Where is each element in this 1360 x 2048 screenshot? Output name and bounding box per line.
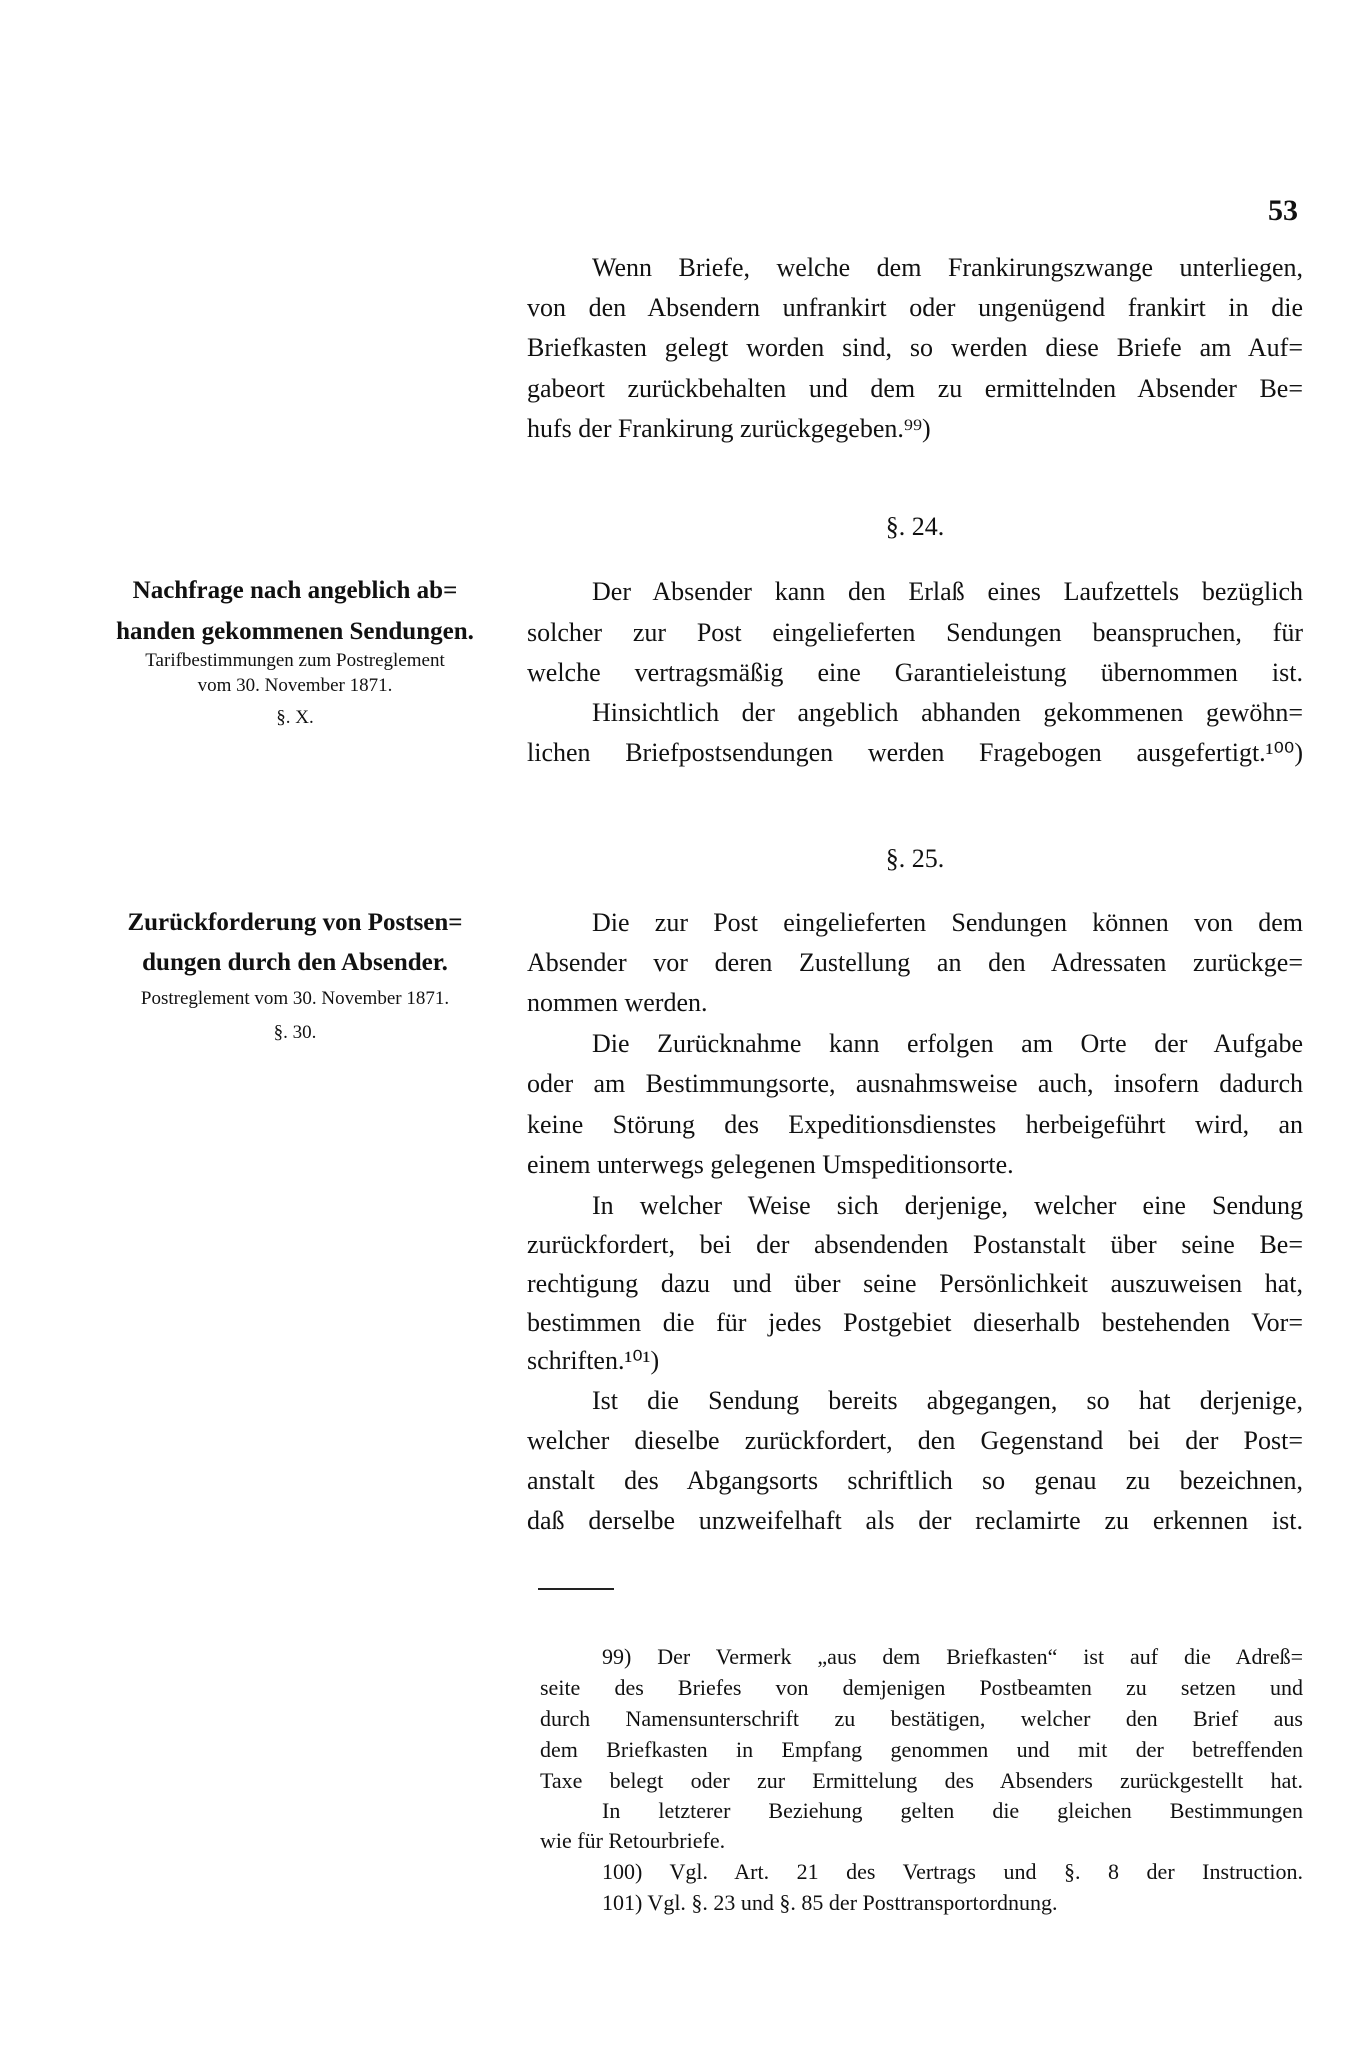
text-line: In welcher Weise sich derjenige, welcher eine Sendung [592,1191,1303,1220]
margin-source: Tarifbestimmungen zum Postreglement [145,650,445,671]
text-line: einem unterwegs gelegenen Umspeditionsorte. [527,1150,1014,1179]
footnote-line: durch Namensunterschrift zu bestätigen, welcher den Brief aus [540,1706,1303,1731]
footnote-line: seite des Briefes von demjenigen Postbeamten zu setzen und [540,1675,1303,1700]
text-line: Hinsichtlich der angeblich abhanden gekommenen gewöhn= [592,698,1303,727]
footnote-line: 100) Vgl. Art. 21 des Vertrags und §. 8 der Instruction. [602,1859,1303,1884]
text-line: gabeort zurückbehalten und dem zu ermittelnden Absender Be= [527,374,1303,403]
text-line: bestimmen die für jedes Postgebiet dieserhalb bestehenden Vor= [527,1308,1303,1337]
margin-source: Postreglement vom 30. November 1871. [140,988,450,1009]
text-line: lichen Briefpostsendungen werden Fragebogen ausgefertigt.¹⁰⁰) [527,738,1303,767]
margin-title: handen gekommenen Sendungen. [116,618,474,645]
margin-ref: §. X. [276,707,314,728]
footnote-line: In letzterer Beziehung gelten die gleichen Bestimmungen [602,1798,1303,1823]
text-line: schriften.¹⁰¹) [527,1346,660,1375]
text-line: daß derselbe unzweifelhaft als der reclamirte zu erkennen ist. [527,1506,1303,1535]
page-number: 53 [1268,194,1298,227]
footnote-separator [538,1588,614,1590]
text-line: Absender vor deren Zustellung an den Adressaten zurückge= [527,948,1303,977]
text-line: Briefkasten gelegt worden sind, so werden diese Briefe am Auf= [527,333,1303,362]
text-line: Ist die Sendung bereits abgegangen, so hat derjenige, [592,1386,1303,1415]
margin-source: vom 30. November 1871. [197,675,393,696]
text-line: nommen werden. [527,988,708,1017]
text-line: Die zur Post eingelieferten Sendungen können von dem [592,908,1303,937]
text-line: hufs der Frankirung zurückgegeben.⁹⁹) [527,414,931,443]
text-line: welcher dieselbe zurückfordert, den Gegenstand bei der Post= [527,1426,1303,1455]
section-heading-24: §. 24. [885,512,945,541]
text-line: zurückfordert, bei der absendenden Postanstalt über seine Be= [527,1230,1303,1259]
text-line: solcher zur Post eingelieferten Sendungen beanspruchen, für [527,618,1303,647]
text-line: welche vertragsmäßig eine Garantieleistung übernommen ist. [527,658,1303,687]
footnote-line: 101) Vgl. §. 23 und §. 85 der Posttransportordnung. [602,1890,1058,1915]
text-line: oder am Bestimmungsorte, ausnahmsweise auch, insofern dadurch [527,1069,1303,1098]
footnote-line: 99) Der Vermerk „aus dem Briefkasten“ ist auf die Adreß= [602,1644,1303,1669]
margin-ref: §. 30. [273,1022,317,1043]
margin-title: Zurückforderung von Postsen= [127,909,463,936]
text-line: anstalt des Abgangsorts schriftlich so genau zu bezeichnen, [527,1466,1303,1495]
footnote-line: wie für Retourbriefe. [540,1828,726,1853]
section-heading-25: §. 25. [885,844,945,873]
footnote-line: Taxe belegt oder zur Ermittelung des Absenders zurückgestellt hat. [540,1768,1303,1793]
margin-title: dungen durch den Absender. [142,949,448,976]
text-line: rechtigung dazu und über seine Persönlichkeit auszuweisen hat, [527,1269,1303,1298]
footnote-line: dem Briefkasten in Empfang genommen und mit der betreffenden [540,1737,1303,1762]
text-line: Der Absender kann den Erlaß eines Laufzettels bezüglich [592,577,1303,606]
text-line: Die Zurücknahme kann erfolgen am Orte der Aufgabe [592,1029,1303,1058]
margin-title: Nachfrage nach angeblich ab= [132,577,458,604]
text-line: von den Absendern unfrankirt oder ungenügend frankirt in die [527,293,1303,322]
text-line: Wenn Briefe, welche dem Frankirungszwange unterliegen, [592,253,1303,282]
text-line: keine Störung des Expeditionsdienstes herbeigeführt wird, an [527,1110,1303,1139]
